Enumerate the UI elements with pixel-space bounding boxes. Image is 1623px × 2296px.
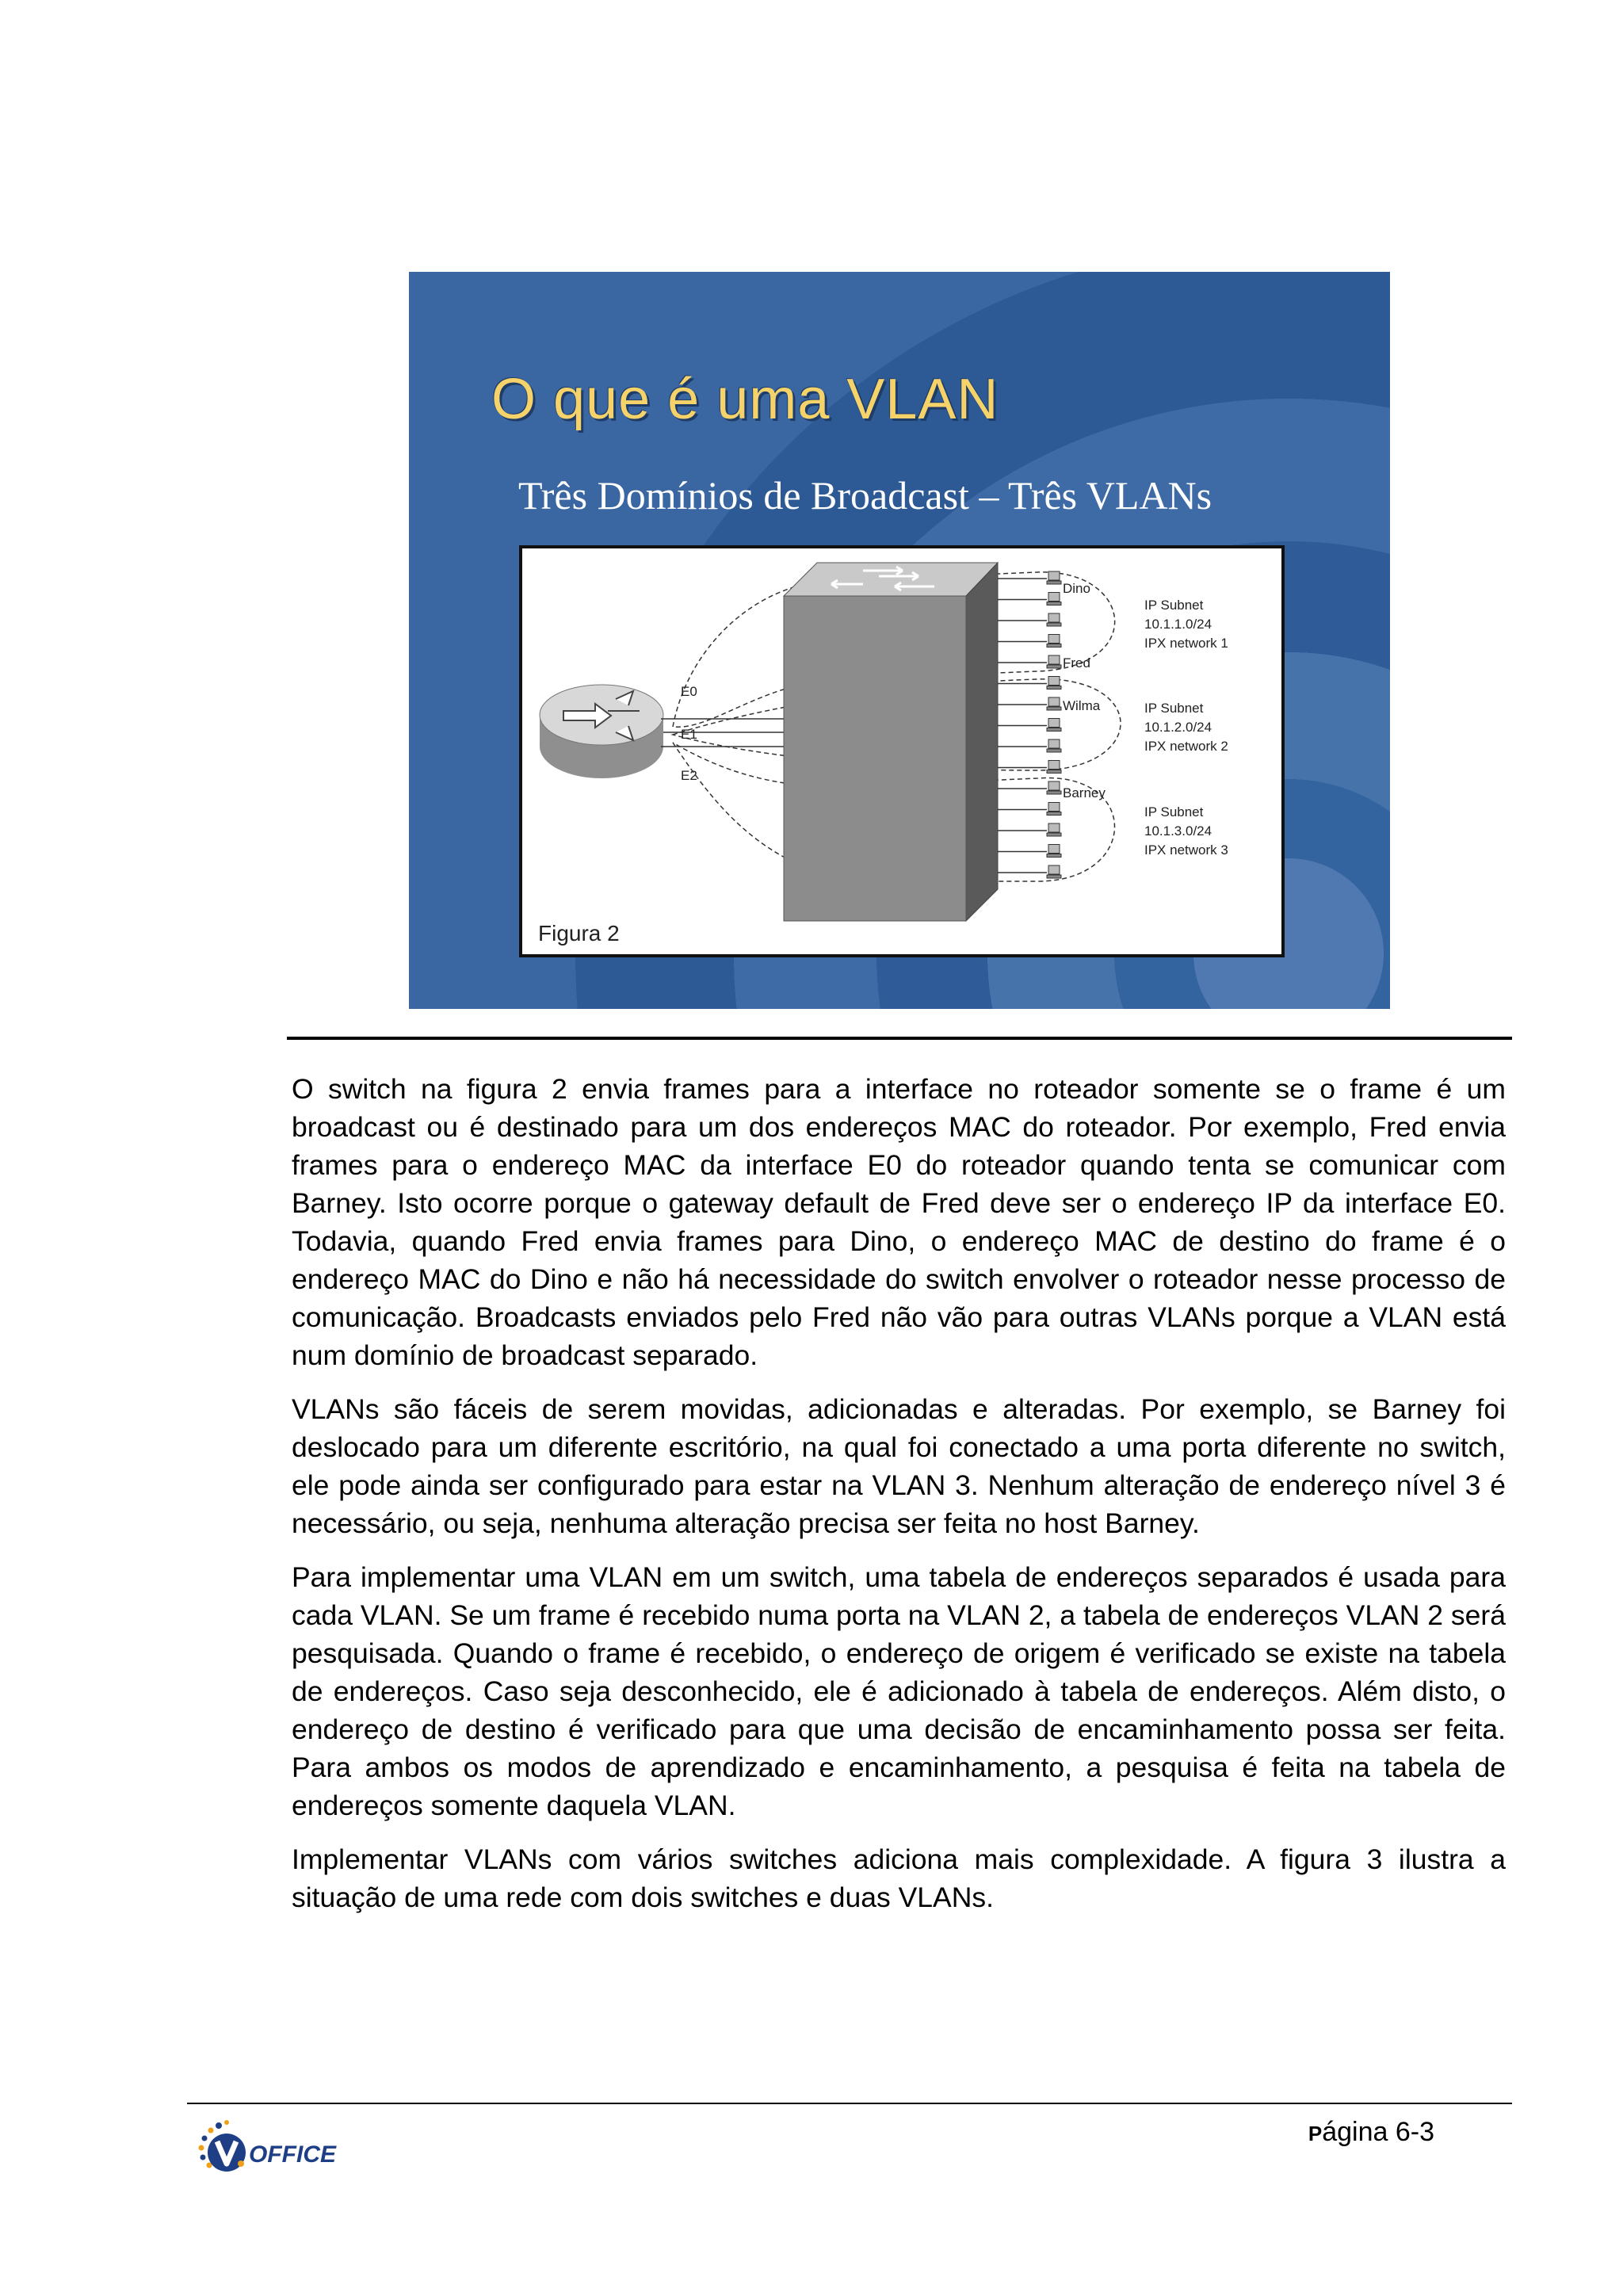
workstation-icon [1047,823,1061,836]
slide-title: O que é uma VLAN [491,368,999,431]
workstation-icon [1047,593,1061,606]
page-number [1308,2117,1434,2148]
subnet-2-line2: 10.1.2.0/24 [1144,720,1212,735]
subnet-3-line2: 10.1.3.0/24 [1144,823,1212,839]
subnet-3-line3: IPX network 3 [1144,842,1228,858]
workstation-icon [1047,719,1061,732]
workstation-icon [1047,761,1061,774]
host-fred-label: Fred [1063,655,1090,670]
vlan-diagram-svg [522,548,1281,954]
workstation-icon [1047,739,1061,752]
router-icon [540,685,663,778]
paragraph-4: Implementar VLANs com vários switches adiciona mais complexidade. A figura 3 ilustra a situação de uma rede com dois switches e duas VLANs. [292,1843,1506,1913]
slide-image [409,272,1390,1009]
switch-icon [784,563,998,921]
workstation-icon [1047,677,1061,690]
workstation-icon [1047,865,1061,878]
subnet-3-line1: IP Subnet [1144,804,1204,819]
slide-subtitle: Três Domínios de Broadcast – Três VLANs [518,473,1212,518]
workstation-icon [1047,613,1061,626]
paragraph-2: VLANs são fáceis de serem movidas, adicionadas e alteradas. Por exemplo, se Barney foi deslocado para um diferente escritório, na qual foi conectado a uma porta diferente no switch, ele pode ainda ser configurado para estar na VLAN 3. Nenhum alteração de endereço nível 3 é necessário, ou seja, nenhuma alteração precisa ser feita no host Barney. [292,1393,1506,1539]
subnet-2-line1: IP Subnet [1144,701,1204,716]
paragraph-1: O switch na figura 2 envia frames para a interface no roteador somente se o frame é um broadcast ou é destinado para um dos endereços MAC do roteador. Por exemplo, Fred envia frames para o endereço MAC da interface E0 do roteador quando tenta se comunicar com Barney. Isto ocorre porque o gateway default de Fred deve ser o endereço IP da interface E0. Todavia, quando Fred envia frames para Dino, o endereço MAC de destino do frame é o endereço MAC do Dino e não há necessidade do switch envolver o roteador nesse processo de comunicação. Broadcasts enviados pelo Fred não vão para outras VLANs porque a VLAN está num domínio de broadcast separado. [292,1073,1506,1371]
subnet-2-line3: IPX network 2 [1144,739,1228,754]
paragraph-3: Para implementar uma VLAN em um switch, uma tabela de endereços separados é usada para cada VLAN. Se um frame é recebido numa porta na VLAN 2, a tabela de endereços VLAN 2 será pesquisada. Quando o frame é recebido, o endereço de origem é verificado se existe na tabela de endereços. Caso seja desconhecido, ele é adicionado à tabela de endereços. Além disto, o endereço de destino é verificado para que uma decisão de encaminhamento possa ser feita. Para ambos os modos de aprendizado e encaminhamento, a pesquisa é feita na tabela de endereços somente daquela VLAN. [292,1561,1506,1821]
logo-text: OFFICE [249,2141,336,2168]
page-prefix: P [1308,2122,1323,2145]
workstation-icon [1047,781,1061,794]
subnet-1-line3: IPX network 1 [1144,636,1228,651]
workstation-icon [1047,635,1061,648]
footer-divider [187,2103,1512,2104]
page-label: ágina 6-3 [1322,2117,1434,2147]
workstation-icon [1047,845,1061,858]
subnet-1-line2: 10.1.1.0/24 [1144,617,1212,632]
figure-caption: Figura 2 [538,921,620,946]
interface-e2-label: E2 [681,768,697,783]
network-diagram [519,545,1285,957]
interface-e1-label: E1 [681,727,697,742]
top-divider [287,1037,1512,1040]
body-text [292,1070,1506,1932]
host-wilma-label: Wilma [1063,698,1101,713]
host-dino-label: Dino [1063,581,1090,596]
subnet-1-line1: IP Subnet [1144,598,1204,613]
host-barney-label: Barney [1063,785,1106,800]
workstation-icon [1047,697,1061,710]
voffice-logo [190,2111,357,2183]
workstation-icon [1047,571,1061,584]
workstation-icon [1047,803,1061,816]
workstation-icon [1047,655,1061,668]
interface-e0-label: E0 [681,684,697,699]
host-ports [998,571,1061,878]
